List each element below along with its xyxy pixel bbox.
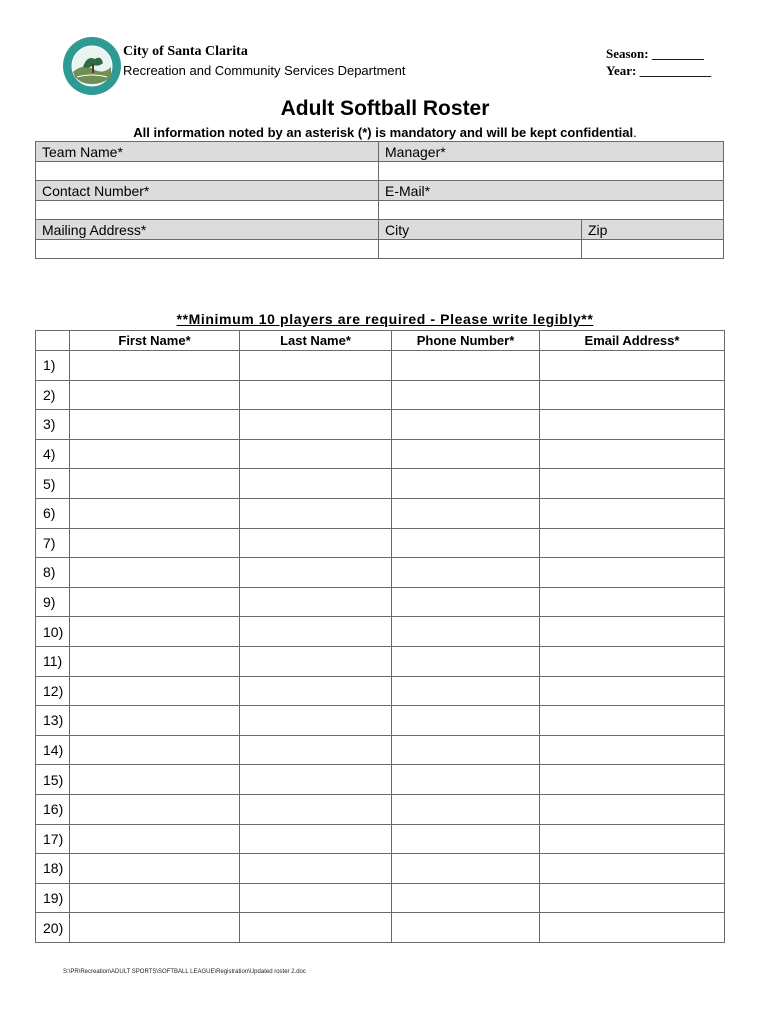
player-row-number: 14) bbox=[36, 735, 70, 765]
email-address-cell[interactable] bbox=[540, 380, 725, 410]
first-name-cell[interactable] bbox=[70, 706, 240, 736]
last-name-cell[interactable] bbox=[240, 351, 392, 381]
phone-number-cell[interactable] bbox=[392, 439, 540, 469]
player-row bbox=[36, 765, 725, 795]
org-name: City of Santa Clarita bbox=[123, 44, 248, 59]
last-name-cell[interactable] bbox=[240, 498, 392, 528]
email-address-cell[interactable] bbox=[540, 558, 725, 588]
player-row-number: 3) bbox=[36, 410, 70, 440]
player-row bbox=[36, 676, 725, 706]
phone-number-cell[interactable] bbox=[392, 617, 540, 647]
last-name-cell[interactable] bbox=[240, 617, 392, 647]
mailing-address-field[interactable] bbox=[36, 240, 379, 259]
mandatory-note bbox=[0, 125, 770, 140]
player-row bbox=[36, 439, 725, 469]
email-address-cell[interactable] bbox=[540, 824, 725, 854]
phone-number-cell[interactable] bbox=[392, 351, 540, 381]
zip-label: Zip bbox=[582, 220, 724, 240]
phone-number-cell[interactable] bbox=[392, 913, 540, 943]
file-path-footer: S:\PR\Recreation\ADULT SPORTS\SOFTBALL LEAGUE\Registration\Updated roster 2.doc bbox=[63, 969, 306, 975]
phone-number-cell[interactable] bbox=[392, 410, 540, 440]
last-name-cell[interactable] bbox=[240, 558, 392, 588]
players-header-row bbox=[36, 331, 725, 351]
first-name-cell[interactable] bbox=[70, 528, 240, 558]
email-address-cell[interactable] bbox=[540, 587, 725, 617]
player-row-number: 9) bbox=[36, 587, 70, 617]
last-name-cell[interactable] bbox=[240, 735, 392, 765]
phone-number-cell[interactable] bbox=[392, 824, 540, 854]
column-header-phone-number: Phone Number* bbox=[392, 331, 540, 351]
phone-number-cell[interactable] bbox=[392, 380, 540, 410]
email-address-cell[interactable] bbox=[540, 498, 725, 528]
player-row-number: 2) bbox=[36, 380, 70, 410]
first-name-cell[interactable] bbox=[70, 439, 240, 469]
first-name-cell[interactable] bbox=[70, 794, 240, 824]
email-address-cell[interactable] bbox=[540, 617, 725, 647]
city-label: City bbox=[379, 220, 582, 240]
player-row-number: 13) bbox=[36, 706, 70, 736]
player-row bbox=[36, 528, 725, 558]
contact-number-label: Contact Number* bbox=[36, 181, 379, 201]
last-name-cell[interactable] bbox=[240, 794, 392, 824]
phone-number-cell[interactable] bbox=[392, 794, 540, 824]
email-address-cell[interactable] bbox=[540, 883, 725, 913]
column-header-last-name: Last Name* bbox=[240, 331, 392, 351]
team-name-label: Team Name* bbox=[36, 142, 379, 162]
email-label: E-Mail* bbox=[379, 181, 724, 201]
email-address-cell[interactable] bbox=[540, 765, 725, 795]
first-name-cell[interactable] bbox=[70, 913, 240, 943]
email-address-cell[interactable] bbox=[540, 854, 725, 884]
column-header-number bbox=[36, 331, 70, 351]
player-row bbox=[36, 617, 725, 647]
phone-number-cell[interactable] bbox=[392, 676, 540, 706]
player-row bbox=[36, 824, 725, 854]
mailing-address-label: Mailing Address* bbox=[36, 220, 379, 240]
first-name-cell[interactable] bbox=[70, 351, 240, 381]
first-name-cell[interactable] bbox=[70, 765, 240, 795]
city-field[interactable] bbox=[379, 240, 582, 259]
player-row bbox=[36, 794, 725, 824]
player-row bbox=[36, 498, 725, 528]
manager-field[interactable] bbox=[379, 162, 724, 181]
player-row-number: 8) bbox=[36, 558, 70, 588]
first-name-cell[interactable] bbox=[70, 854, 240, 884]
last-name-cell[interactable] bbox=[240, 765, 392, 795]
team-info-table bbox=[35, 141, 724, 259]
last-name-cell[interactable] bbox=[240, 528, 392, 558]
mandatory-note-text: All information noted by an asterisk (*) is mandatory and will be kept confidential bbox=[133, 125, 634, 140]
email-address-cell[interactable] bbox=[540, 706, 725, 736]
first-name-cell[interactable] bbox=[70, 410, 240, 440]
city-seal-icon bbox=[63, 37, 121, 95]
phone-number-cell[interactable] bbox=[392, 735, 540, 765]
email-address-cell[interactable] bbox=[540, 410, 725, 440]
last-name-cell[interactable] bbox=[240, 439, 392, 469]
team-name-field[interactable] bbox=[36, 162, 379, 181]
email-address-cell[interactable] bbox=[540, 676, 725, 706]
player-row-number: 19) bbox=[36, 883, 70, 913]
first-name-cell[interactable] bbox=[70, 498, 240, 528]
first-name-cell[interactable] bbox=[70, 735, 240, 765]
phone-number-cell[interactable] bbox=[392, 558, 540, 588]
player-row-number: 18) bbox=[36, 854, 70, 884]
phone-number-cell[interactable] bbox=[392, 528, 540, 558]
last-name-cell[interactable] bbox=[240, 883, 392, 913]
player-row bbox=[36, 587, 725, 617]
player-row bbox=[36, 646, 725, 676]
player-row-number: 20) bbox=[36, 913, 70, 943]
player-row-number: 12) bbox=[36, 676, 70, 706]
email-address-cell[interactable] bbox=[540, 794, 725, 824]
player-row-number: 16) bbox=[36, 794, 70, 824]
last-name-cell[interactable] bbox=[240, 824, 392, 854]
first-name-cell[interactable] bbox=[70, 824, 240, 854]
email-address-cell[interactable] bbox=[540, 439, 725, 469]
column-header-email-address: Email Address* bbox=[540, 331, 725, 351]
phone-number-cell[interactable] bbox=[392, 765, 540, 795]
player-row bbox=[36, 706, 725, 736]
email-address-cell[interactable] bbox=[540, 735, 725, 765]
last-name-cell[interactable] bbox=[240, 380, 392, 410]
first-name-cell[interactable] bbox=[70, 587, 240, 617]
manager-label: Manager* bbox=[379, 142, 724, 162]
player-row bbox=[36, 469, 725, 499]
first-name-cell[interactable] bbox=[70, 676, 240, 706]
player-row bbox=[36, 913, 725, 943]
player-row-number: 15) bbox=[36, 765, 70, 795]
phone-number-cell[interactable] bbox=[392, 854, 540, 884]
year-field[interactable]: Year: ___________ bbox=[606, 63, 712, 78]
phone-number-cell[interactable] bbox=[392, 498, 540, 528]
email-address-cell[interactable] bbox=[540, 646, 725, 676]
last-name-cell[interactable] bbox=[240, 410, 392, 440]
mandatory-note-period: . bbox=[633, 125, 637, 140]
phone-number-cell[interactable] bbox=[392, 706, 540, 736]
column-header-first-name: First Name* bbox=[70, 331, 240, 351]
first-name-cell[interactable] bbox=[70, 646, 240, 676]
department-name: Recreation and Community Services Department bbox=[123, 63, 406, 78]
player-row-number: 1) bbox=[36, 351, 70, 381]
phone-number-cell[interactable] bbox=[392, 587, 540, 617]
season-field[interactable]: Season: ________ bbox=[606, 46, 704, 61]
phone-number-cell[interactable] bbox=[392, 469, 540, 499]
first-name-cell[interactable] bbox=[70, 558, 240, 588]
first-name-cell[interactable] bbox=[70, 469, 240, 499]
email-field[interactable] bbox=[379, 201, 724, 220]
minimum-players-note-text: **Minimum 10 players are required - Please write legibly** bbox=[176, 311, 594, 327]
player-row-number: 4) bbox=[36, 439, 70, 469]
phone-number-cell[interactable] bbox=[392, 883, 540, 913]
player-row bbox=[36, 558, 725, 588]
first-name-cell[interactable] bbox=[70, 380, 240, 410]
last-name-cell[interactable] bbox=[240, 913, 392, 943]
first-name-cell[interactable] bbox=[70, 883, 240, 913]
zip-field[interactable] bbox=[582, 240, 724, 259]
player-row bbox=[36, 380, 725, 410]
email-address-cell[interactable] bbox=[540, 351, 725, 381]
player-row bbox=[36, 410, 725, 440]
first-name-cell[interactable] bbox=[70, 617, 240, 647]
email-address-cell[interactable] bbox=[540, 528, 725, 558]
last-name-cell[interactable] bbox=[240, 646, 392, 676]
last-name-cell[interactable] bbox=[240, 706, 392, 736]
last-name-cell[interactable] bbox=[240, 854, 392, 884]
phone-number-cell[interactable] bbox=[392, 646, 540, 676]
player-row-number: 6) bbox=[36, 498, 70, 528]
player-row bbox=[36, 883, 725, 913]
player-row-number: 17) bbox=[36, 824, 70, 854]
last-name-cell[interactable] bbox=[240, 676, 392, 706]
player-row bbox=[36, 854, 725, 884]
last-name-cell[interactable] bbox=[240, 469, 392, 499]
players-table bbox=[35, 330, 725, 943]
contact-number-field[interactable] bbox=[36, 201, 379, 220]
player-row-number: 11) bbox=[36, 646, 70, 676]
minimum-players-note bbox=[0, 311, 770, 327]
player-row-number: 10) bbox=[36, 617, 70, 647]
page-title: Adult Softball Roster bbox=[280, 97, 490, 120]
last-name-cell[interactable] bbox=[240, 587, 392, 617]
player-row bbox=[36, 351, 725, 381]
player-row-number: 5) bbox=[36, 469, 70, 499]
email-address-cell[interactable] bbox=[540, 469, 725, 499]
player-row-number: 7) bbox=[36, 528, 70, 558]
player-row bbox=[36, 735, 725, 765]
email-address-cell[interactable] bbox=[540, 913, 725, 943]
